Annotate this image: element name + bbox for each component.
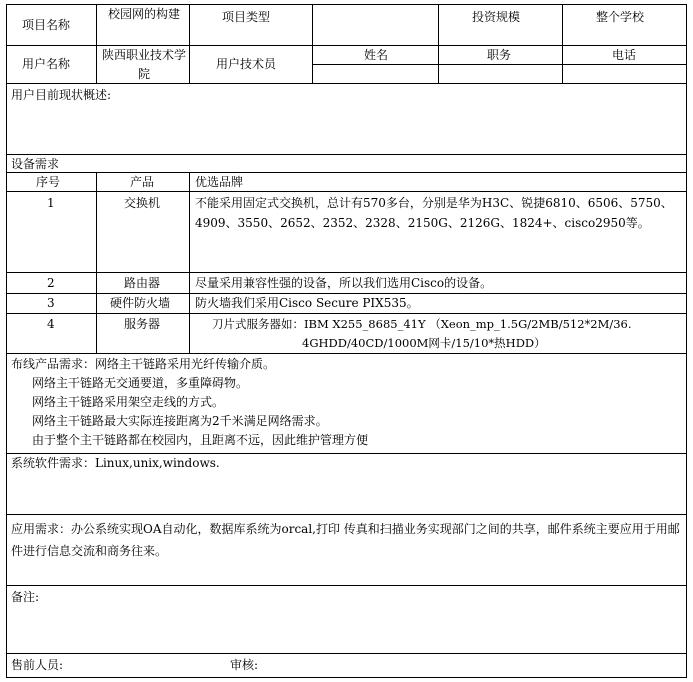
- row-2-brand: 尽量采用兼容性强的设备，所以我们选用Cisco的设备。: [195, 276, 493, 290]
- equipment-title: 设备需求: [11, 157, 60, 171]
- rule: [6, 272, 687, 273]
- review-label: 审核:: [230, 658, 259, 672]
- application-requirements: 应用需求：办公系统实现OA自动化，数据库系统为orcal,打印 传真和扫描业务实现部门之间的共享，邮件系统主要应用于用邮件进行信息交流和商务往来。: [11, 522, 680, 558]
- rule: [96, 4, 97, 84]
- requirements-form: [6, 4, 687, 678]
- cabling-line-1: 布线产品需求：网络主干链路采用光纤传输介质。: [11, 357, 276, 371]
- row-3-brand: 防火墙我们采用Cisco Secure PIX535。: [195, 296, 419, 310]
- row-2-no: 2: [47, 276, 55, 290]
- contact-position-label: 职务: [487, 48, 512, 62]
- rule: [438, 4, 439, 84]
- user-tech-label: 用户技术员: [216, 57, 277, 71]
- rule: [6, 154, 687, 155]
- rule: [96, 172, 97, 354]
- rule: [6, 293, 687, 294]
- rule: [6, 514, 687, 515]
- row-1-brand: 不能采用固定式交换机，总计有570多台，分别是华为H3C、锐捷6810、6506、5750、4909、3550、2652、2352、2328、2150G、2126G、1824+、cisco2950等。: [195, 196, 673, 230]
- contact-phone-label: 电话: [612, 48, 637, 62]
- row-1-no: 1: [47, 196, 55, 210]
- row-4-product: 服务器: [124, 317, 161, 331]
- column-header-product: 产品: [130, 175, 155, 189]
- project-name-label: 项目名称: [22, 18, 71, 32]
- current-status-label: 用户目前现状概述:: [11, 88, 112, 102]
- cabling-line-4: 网络主干链路最大实际连接距离为2千米满足网络需求。: [32, 414, 328, 428]
- remarks-label: 备注:: [11, 590, 40, 604]
- cabling-line-2: 网络主干链路无交通要道，多重障碍物。: [32, 376, 249, 390]
- rule: [312, 4, 313, 84]
- contact-name-label: 姓名: [364, 48, 389, 62]
- project-type-label: 项目类型: [222, 10, 271, 24]
- investment-scale-label: 投资规模: [472, 10, 521, 24]
- user-name-value: 陕西职业技术学院: [102, 48, 187, 81]
- rule: [6, 191, 687, 192]
- rule: [6, 585, 687, 586]
- row-4-brand-line-1: 刀片式服务器如：IBM X255_8685_41Y （Xeon_mp_1.5G/2MB/512*2M/36.: [212, 317, 632, 331]
- rule: [686, 4, 687, 678]
- column-header-brand: 优选品牌: [195, 175, 244, 189]
- row-4-brand-line-2: 4GHDD/40CD/1000M网卡/15/10*热HDD）: [302, 336, 546, 350]
- cabling-line-3: 网络主干链路采用架空走线的方式。: [32, 395, 225, 409]
- software-requirements: 系统软件需求：Linux,unix,windows.: [11, 456, 220, 470]
- row-3-product: 硬件防火墙: [110, 296, 171, 310]
- rule: [6, 653, 687, 654]
- row-1-product: 交换机: [124, 196, 161, 210]
- rule: [189, 172, 190, 354]
- rule: [6, 353, 687, 354]
- row-4-no: 4: [47, 317, 55, 331]
- rule: [189, 4, 190, 84]
- rule: [6, 453, 687, 454]
- rule: [312, 64, 687, 65]
- investment-scale-value: 整个学校: [596, 10, 645, 24]
- rule: [6, 172, 687, 173]
- rule: [562, 4, 563, 84]
- presales-label: 售前人员:: [11, 658, 64, 672]
- row-2-product: 路由器: [124, 276, 161, 290]
- user-name-label: 用户名称: [22, 57, 71, 71]
- column-header-no: 序号: [36, 175, 61, 189]
- row-3-no: 3: [47, 296, 55, 310]
- rule: [6, 4, 7, 678]
- rule: [6, 677, 687, 678]
- rule: [6, 313, 687, 314]
- project-name-value: 校园网的构建: [107, 7, 180, 21]
- cabling-line-5: 由于整个主干链路都在校园内，且距离不远，因此维护管理方便: [32, 433, 369, 447]
